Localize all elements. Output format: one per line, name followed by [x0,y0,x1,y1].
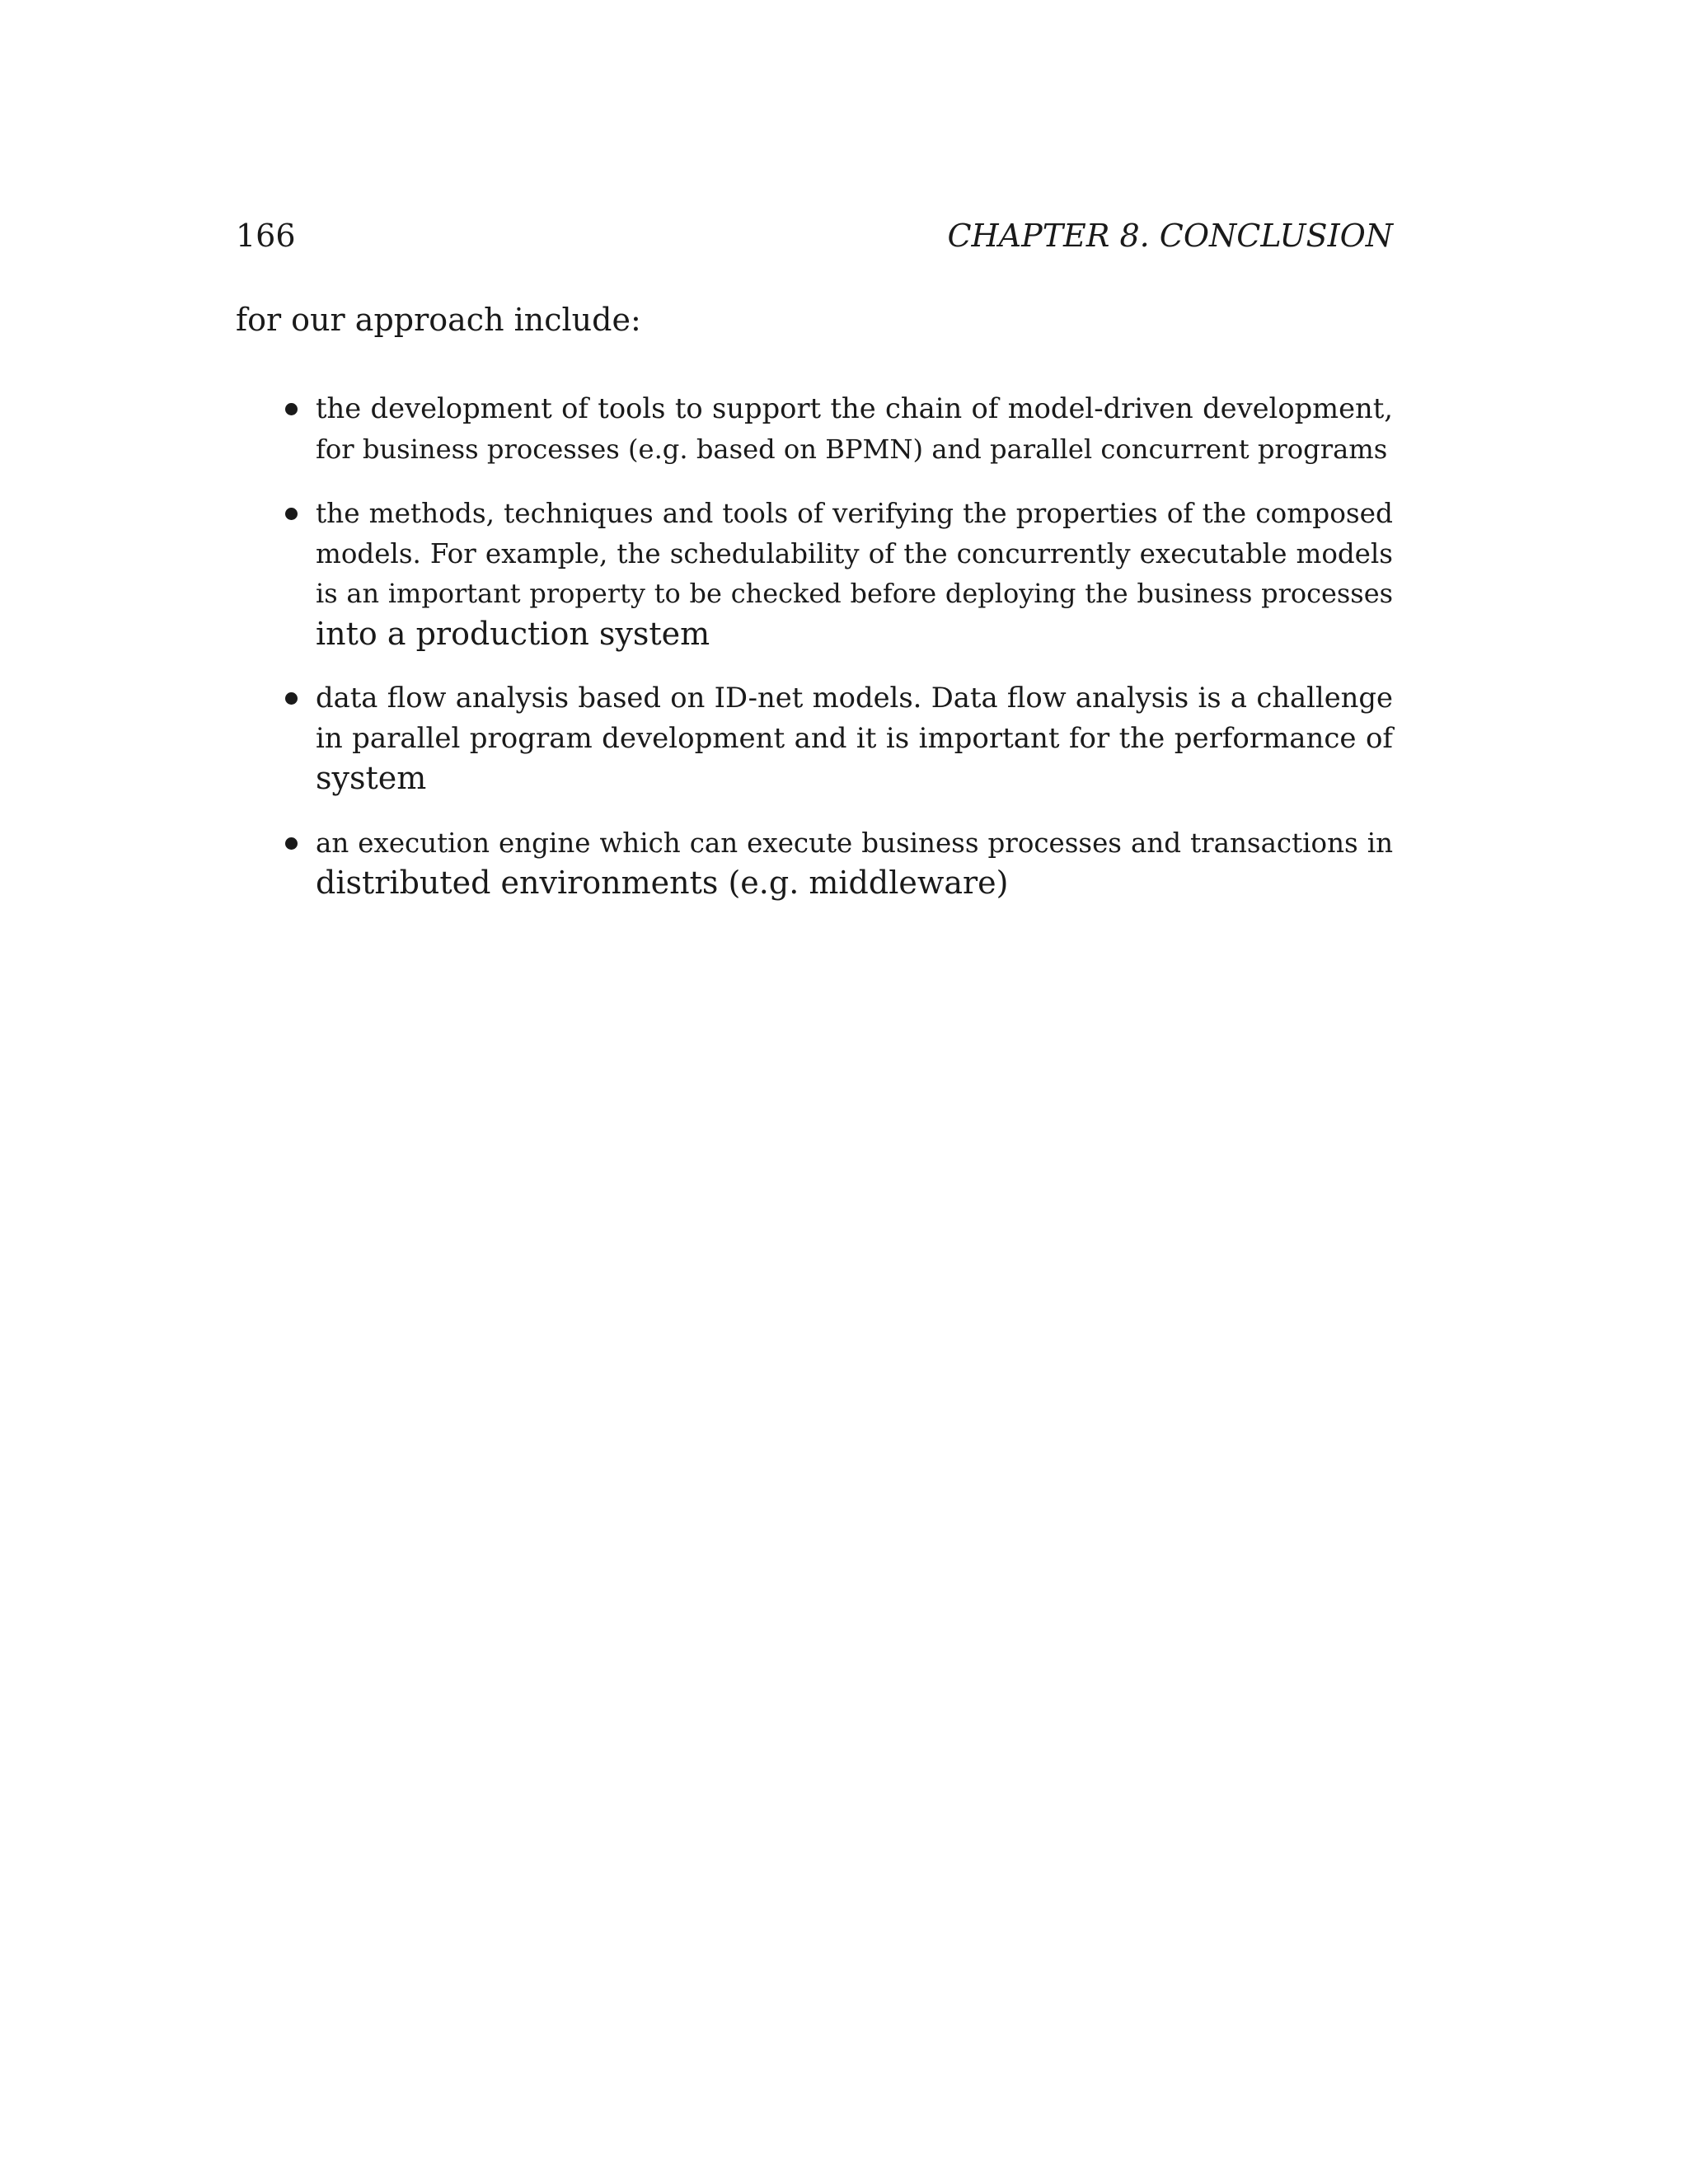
bullet-item-verification [236,494,1393,654]
bullet-item-tools [236,389,1393,469]
text-line: the development of tools to support the chain of model-driven development, [316,392,1393,424]
chapter-title: CHAPTER 8. CONCLUSION [947,218,1393,254]
text-line: in parallel program development and it is important for the performance of [316,721,1393,755]
bullet-list [236,389,1393,903]
text-line: data flow analysis based on ID-net models. Data flow analysis is a challenge [316,682,1393,714]
text-line: the methods, techniques and tools of verifying the properties of the composed [316,498,1393,529]
bullet-item-execution-engine [236,823,1393,903]
bullet-icon [285,837,298,850]
bullet-item-data-flow [236,678,1393,799]
text-line: system [316,760,427,796]
bullet-text [316,389,1393,469]
text-line: distributed environments (e.g. middleware) [316,865,1009,901]
bullet-text [316,494,1393,654]
page-number: 166 [236,218,296,254]
bullet-icon [285,692,298,705]
running-header [236,211,1393,260]
text-line: models. For example, the schedulability of the concurrently executable models [316,537,1393,569]
bullet-text [316,823,1393,903]
text-line: into a production system [316,615,710,652]
intro-paragraph: for our approach include: [236,302,641,338]
text-line: is an important property to be checked before deploying the business processes [316,578,1393,609]
text-line: for business processes (e.g. based on BPMN) and parallel concurrent programs [316,433,1388,465]
body-text [236,300,1393,901]
text-line: an execution engine which can execute business processes and transactions in [316,827,1393,859]
bullet-icon [285,403,298,415]
bullet-icon [285,508,298,520]
bullet-text [316,678,1393,799]
